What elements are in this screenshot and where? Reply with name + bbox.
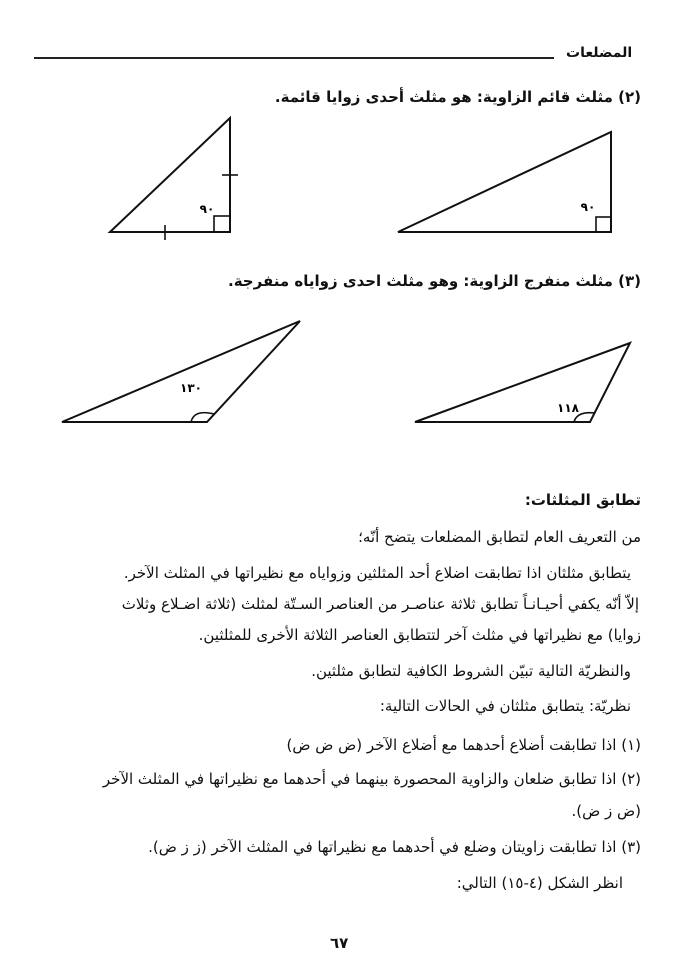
right-angle-marker-left — [214, 216, 230, 232]
obtuse-triangle-right — [415, 343, 630, 422]
obtuse-triangles-figure — [0, 315, 689, 435]
theorem-intro: والنظريّة التالية تبيّن الشروط الكافية لتطابق مثلثين. — [311, 662, 631, 680]
right-angle-marker-right — [596, 217, 611, 232]
page-number: ٦٧ — [330, 934, 349, 952]
right-triangles-figure — [0, 110, 689, 240]
obtuse-triangle-definition: (٣) مثلث منفرج الزاوية: وهو مثلث احدى زواياه منفرجة. — [228, 272, 641, 290]
right-triangle-definition: (٢) مثلث قائم الزاوية: هو مثلث أحدى زوايا قائمة. — [274, 88, 641, 106]
obtuse-angle-label-right: ١١٨ — [557, 401, 579, 415]
definition-line-3: زوايا) مع نظيراتها في مثلث آخر لتتطابق العناصر الثلاثة الأخرى للمثلثين. — [198, 626, 641, 644]
case-1: (١) اذا تطابقت أضلاع أحدهما مع أضلاع الآخر (ض ض ض) — [286, 736, 641, 754]
header-rule — [34, 57, 554, 59]
definition-line-1: يتطابق مثلثان اذا تطابقت اضلاع أحد المثلثين وزواياه مع نظيراتها في المثلث الآخر. — [123, 564, 631, 582]
congruence-heading: تطابق المثلثات: — [524, 491, 641, 509]
obtuse-triangle-left — [62, 321, 300, 422]
congruence-intro: من التعريف العام لتطابق المضلعات يتضح أنّه؛ — [358, 528, 641, 546]
angle-label-right: ٩٠ — [580, 200, 596, 214]
angle-label-left: ٩٠ — [199, 202, 215, 216]
case-2-line-2: (ض ز ض). — [571, 802, 641, 820]
case-2-line-1: (٢) اذا تطابق ضلعان والزاوية المحصورة بينهما في أحدهما مع نظيراتها في المثلث الآخر — [102, 770, 641, 788]
see-figure: انظر الشكل (٤-١٥) التالي: — [456, 874, 623, 892]
theorem-label: نظريّة: يتطابق مثلثان في الحالات التالية: — [379, 697, 631, 715]
case-3: (٣) اذا تطابقت زاويتان وضلع في أحدهما مع نظيراتها في المثلث الآخر (ز ز ض). — [148, 838, 641, 856]
right-triangle-right — [398, 132, 611, 232]
definition-line-2: إلاّ أنّه يكفي أحيـانـاً تطابق ثلاثة عناصـر من العناصر السـتّة لمثلث (ثلاثة اضـلاع وثلاث — [121, 595, 639, 613]
header-title: المضلعات — [566, 45, 633, 61]
obtuse-angle-label-left: ١٣٠ — [180, 381, 202, 395]
